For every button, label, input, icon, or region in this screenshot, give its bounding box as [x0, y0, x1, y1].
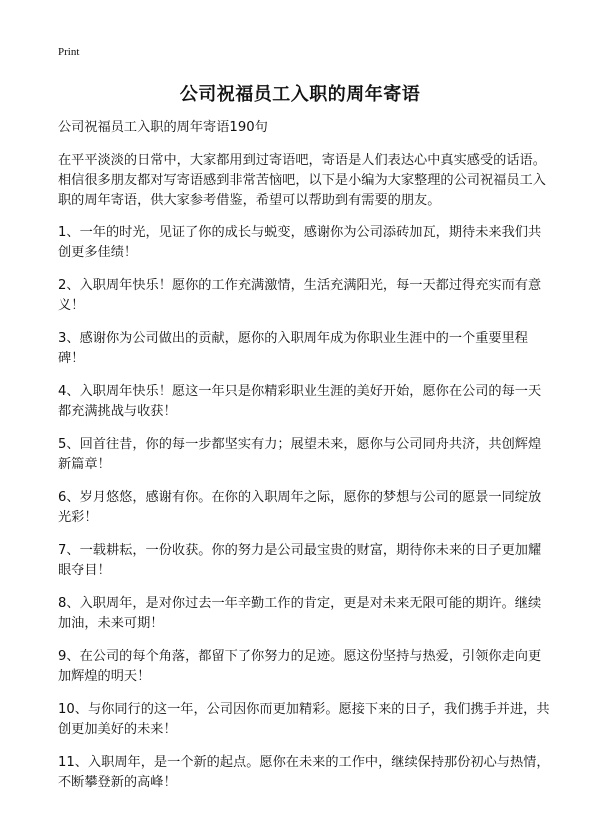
- list-item: 11、入职周年，是一个新的起点。愿你在未来的工作中，继续保持那份初心与热情，不断攀登新的高峰！: [58, 755, 550, 790]
- document-body: [58, 118, 552, 806]
- list-item: 6、岁月悠悠，感谢有你。在你的入职周年之际，愿你的梦想与公司的愿景一同绽放光彩！: [58, 490, 542, 525]
- print-link[interactable]: Print: [58, 46, 80, 58]
- list-item: 7、一载耕耘，一份收获。你的努力是公司最宝贵的财富，期待你未来的日子更加耀眼夺目！: [58, 543, 542, 578]
- list-item: 1、一年的时光，见证了你的成长与蜕变，感谢你为公司添砖加瓦，期待未来我们共创更多佳绩！: [58, 225, 542, 260]
- list-item: 9、在公司的每个角落，都留下了你努力的足迹。愿这份坚持与热爱，引领你走向更加辉煌的明天！: [58, 649, 542, 684]
- list-item: 2、入职周年快乐！愿你的工作充满激情，生活充满阳光，每一天都过得充实而有意义！: [58, 278, 542, 313]
- list-item: 5、回首往昔，你的每一步都坚实有力；展望未来，愿你与公司同舟共济，共创辉煌新篇章！: [58, 437, 542, 472]
- page-title: 公司祝福员工入职的周年寄语: [179, 84, 421, 105]
- document-subtitle: 公司祝福员工入职的周年寄语190句: [58, 120, 268, 135]
- list-item: 8、入职周年，是对你过去一年辛勤工作的肯定，更是对未来无限可能的期许。继续加油，未来可期！: [58, 596, 542, 631]
- list-item: 3、感谢你为公司做出的贡献，愿你的入职周年成为你职业生涯中的一个重要里程碑！: [58, 331, 528, 366]
- list-item: 4、入职周年快乐！愿这一年只是你精彩职业生涯的美好开始，愿你在公司的每一天都充满挑战与收获！: [58, 384, 542, 419]
- intro-paragraph: 在平平淡淡的日常中，大家都用到过寄语吧，寄语是人们表达心中真实感受的话语。相信很多朋友都对写寄语感到非常苦恼吧，以下是小编为大家整理的公司祝福员工入职的周年寄语，供大家参考借鉴，希望可以帮助到有需要的朋友。: [58, 153, 546, 208]
- list-item: 10、与你同行的这一年，公司因你而更加精彩。愿接下来的日子，我们携手并进，共创更加美好的未来！: [58, 702, 550, 737]
